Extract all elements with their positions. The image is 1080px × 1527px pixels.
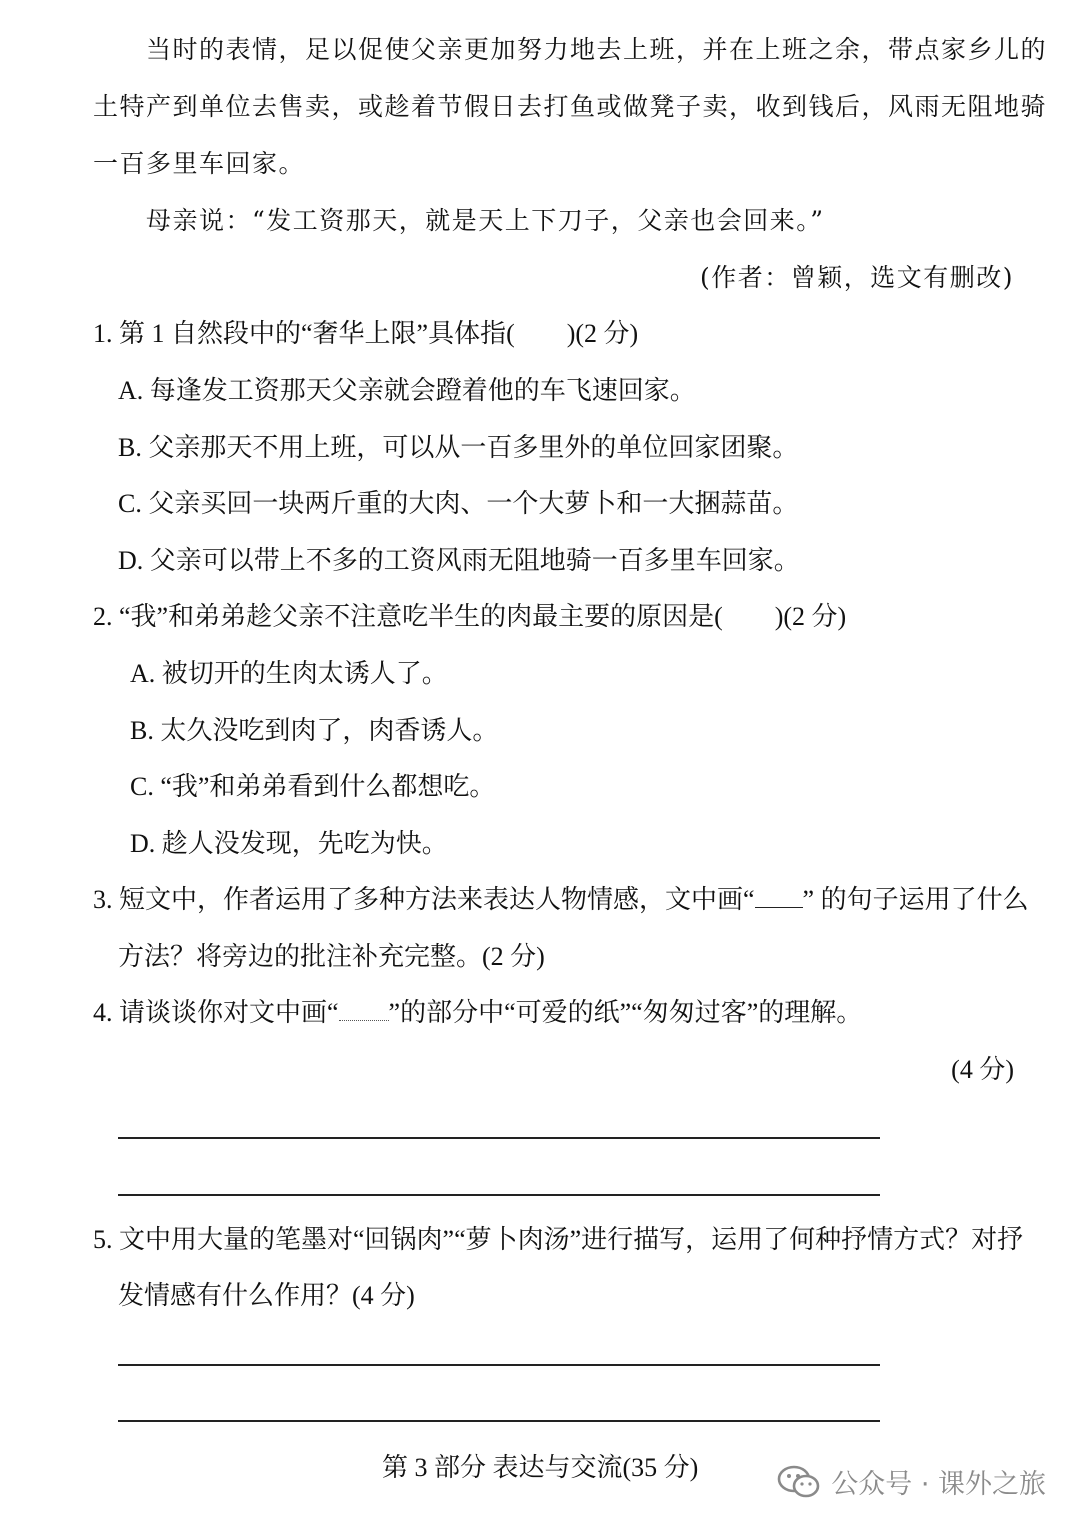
- answer-line: [118, 1420, 880, 1422]
- passage-attribution: (作者：曾颖，选文有删改): [699, 263, 1014, 292]
- question-2-option-a: A. 被切开的生肉太诱人了。: [130, 659, 448, 688]
- wechat-icon: [777, 1465, 821, 1499]
- question-3-text-before: 3. 短文中，作者运用了多种方法来表达人物情感，文中画“: [93, 885, 755, 914]
- question-5-line-1: 5. 文中用大量的笔墨对“回锅肉”“萝卜肉汤”进行描写，运用了何种抒情方式？对抒: [93, 1225, 1024, 1254]
- question-2: 2. “我”和弟弟趁父亲不注意吃半生的肉最主要的原因是( )(2 分): [93, 602, 847, 631]
- question-1-option-a: A. 每逢发工资那天父亲就会蹬着他的车飞速回家。: [118, 376, 696, 405]
- watermark-text: 公众号 · 课外之旅: [831, 1469, 1046, 1500]
- passage-line-3: 一百多里车回家。: [93, 149, 306, 178]
- answer-line: [118, 1194, 880, 1196]
- underline-marker: [755, 887, 803, 908]
- answer-line: [118, 1364, 880, 1366]
- answer-line: [118, 1137, 880, 1139]
- question-2-option-b: B. 太久没吃到肉了，肉香诱人。: [130, 716, 499, 745]
- question-1-option-b: B. 父亲那天不用上班，可以从一百多里外的单位回家团聚。: [118, 433, 799, 462]
- question-4-text-after: ”的部分中“可爱的纸”“匆匆过客”的理解。: [388, 998, 863, 1027]
- question-1-option-c: C. 父亲买回一块两斤重的大肉、一个大萝卜和一大捆蒜苗。: [118, 489, 799, 518]
- question-5-line-2: 发情感有什么作用？(4 分): [118, 1281, 415, 1310]
- question-3-text-after: ” 的句子运用了什么: [802, 885, 1029, 914]
- question-4-score: (4 分): [951, 1055, 1014, 1084]
- question-2-option-c: C. “我”和弟弟看到什么都想吃。: [130, 772, 496, 801]
- dotted-underline-marker: [339, 1000, 389, 1021]
- question-1-option-d: D. 父亲可以带上不多的工资风雨无阻地骑一百多里车回家。: [118, 546, 800, 575]
- watermark: [777, 1462, 1046, 1501]
- question-4: [93, 997, 862, 1029]
- section-heading: 第 3 部分 表达与交流(35 分): [382, 1453, 699, 1482]
- question-2-option-d: D. 趁人没发现，先吃为快。: [130, 829, 448, 858]
- passage-line-2: 土特产到单位去售卖，或趁着节假日去打鱼或做凳子卖，收到钱后，风雨无阻地骑: [93, 92, 1048, 121]
- passage-line-4: 母亲说：“发工资那天，就是天上下刀子，父亲也会回来。”: [146, 206, 825, 235]
- question-3-line-2: 方法？将旁边的批注补充完整。(2 分): [118, 942, 545, 971]
- question-4-text-before: 4. 请谈谈你对文中画“: [93, 998, 339, 1027]
- passage-line-1: 当时的表情，足以促使父亲更加努力地去上班，并在上班之余，带点家乡儿的: [146, 35, 1048, 64]
- question-1: 1. 第 1 自然段中的“奢华上限”具体指( )(2 分): [93, 319, 639, 348]
- question-3: [93, 884, 1029, 916]
